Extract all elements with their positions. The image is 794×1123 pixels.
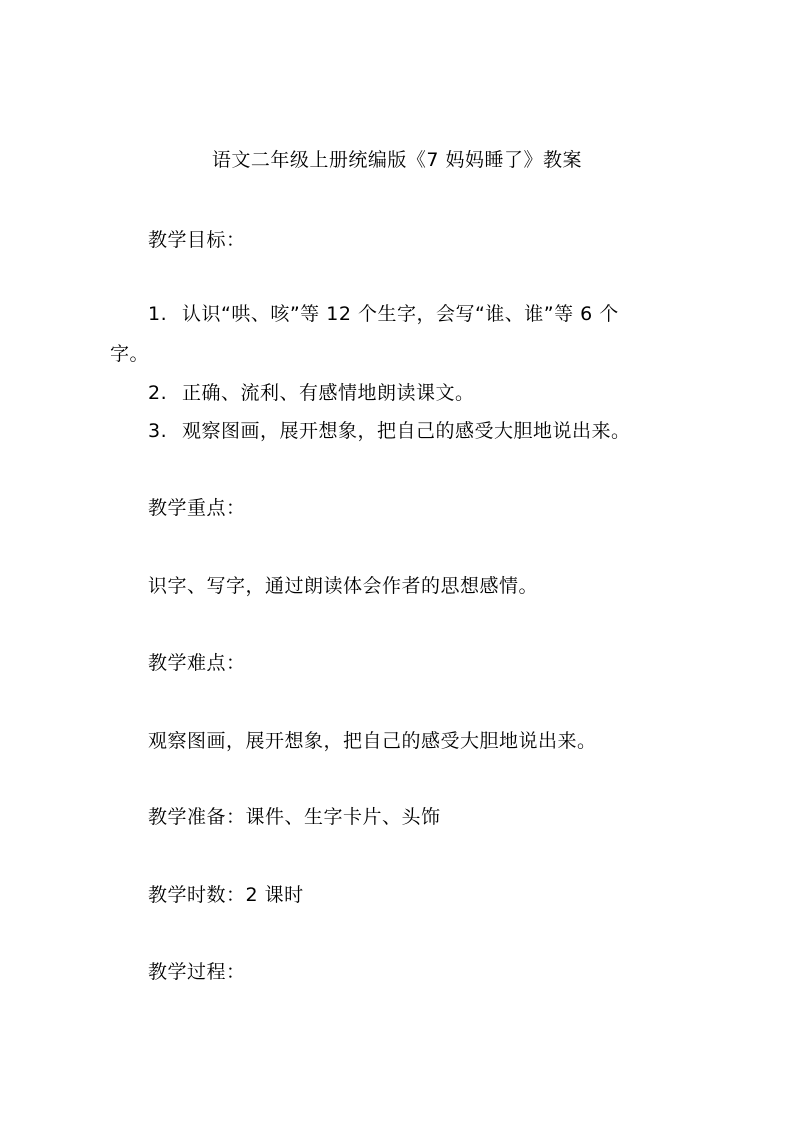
goal-number: 1. <box>148 303 168 325</box>
goal-text: 认识“哄、咳”等 12 个生字，会写“谁、谁”等 6 个 <box>182 303 619 325</box>
goal-text: 正确、流利、有感情地朗读课文。 <box>182 382 475 404</box>
process-heading: 教学过程： <box>148 961 246 983</box>
key-points-heading: 教学重点： <box>148 497 246 519</box>
difficult-points-heading: 教学难点： <box>148 652 246 674</box>
key-points-text: 识字、写字，通过朗读体会作者的思想感情。 <box>148 575 539 597</box>
goal-number: 3. <box>148 420 168 442</box>
goals-heading: 教学目标： <box>148 229 246 251</box>
teaching-preparation: 教学准备：课件、生字卡片、头饰 <box>148 806 441 828</box>
goal-text: 观察图画，展开想象，把自己的感受大胆地说出来。 <box>182 420 631 442</box>
goal-item-1 <box>148 302 619 326</box>
goal-item-1-continuation: 字。 <box>110 343 150 365</box>
goal-item-2 <box>148 381 475 405</box>
goal-number: 2. <box>148 382 168 404</box>
goal-item-3 <box>148 419 631 443</box>
difficult-points-text: 观察图画，展开想象，把自己的感受大胆地说出来。 <box>148 730 597 752</box>
teaching-hours: 教学时数：2 课时 <box>148 884 304 906</box>
document-title: 语文二年级上册统编版《7 妈妈睡了》教案 <box>211 149 583 171</box>
